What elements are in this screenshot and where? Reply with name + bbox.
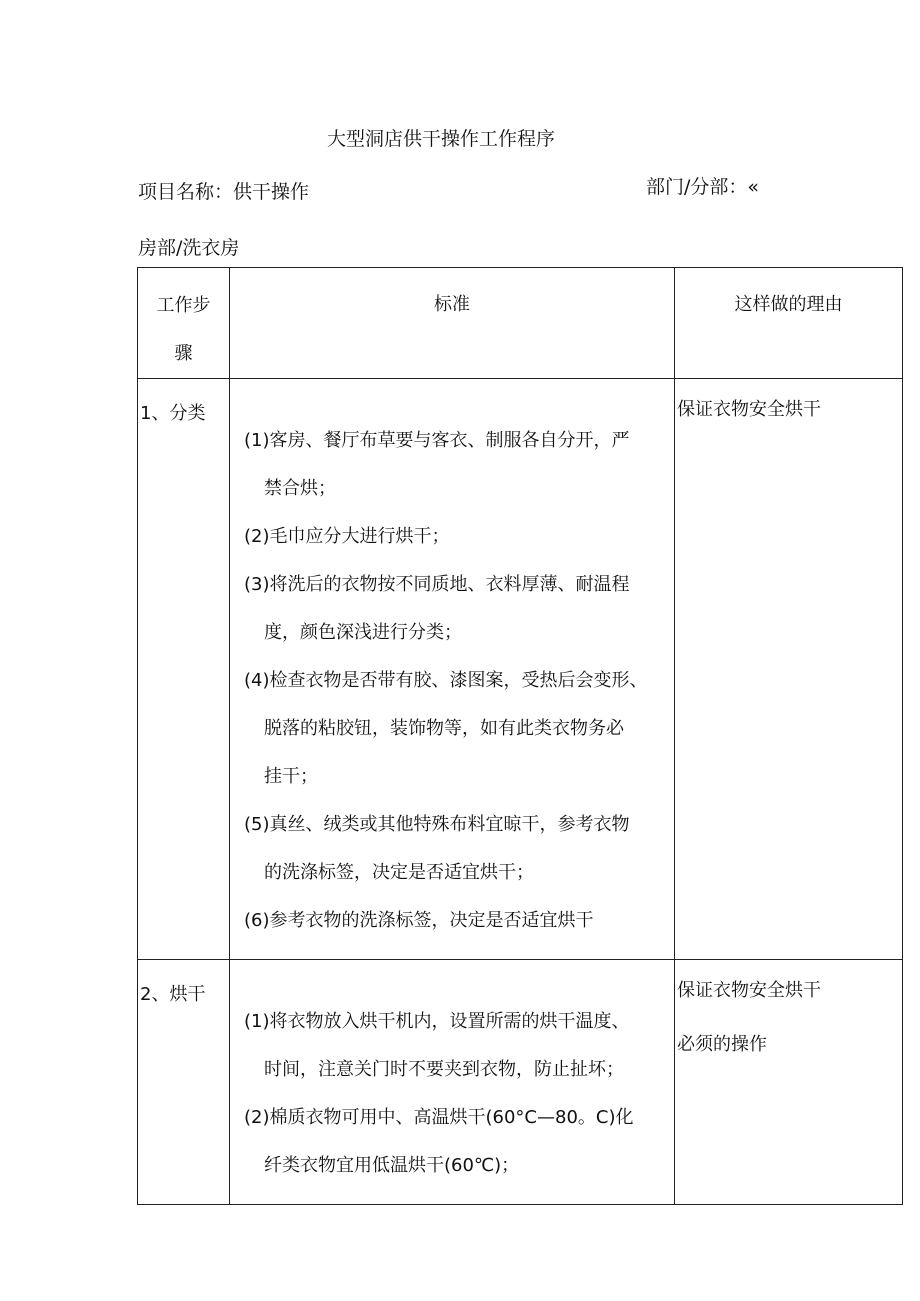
standard-cell [230,960,675,1205]
standard-item [244,897,672,945]
header-standard-text: 标准 [434,294,470,315]
standard-line: (1)客房、餐厅布草要与客衣、制服各自分开，严 [244,430,630,451]
standard-line: 度，颜色深浅进行分类； [264,622,462,643]
step-cell [138,379,230,960]
standard-line: 时间，注意关门时不要夹到衣物，防止扯坏； [264,1059,624,1080]
standard-line: (4)检查衣物是否带有胶、漆图案，受热后会变形、 [244,670,648,691]
standard-line: 纤类衣物宜用低温烘干(60℃)； [264,1155,520,1176]
standard-line: 禁合烘； [264,478,336,499]
standard-line: (1)将衣物放入烘干机内，设置所需的烘干温度、 [244,1011,630,1032]
standard-line: (5)真丝、绒类或其他特殊布料宜晾干，参考衣物 [244,814,630,835]
header-reason-text: 这样做的理由 [734,294,843,315]
standard-item [244,998,672,1094]
standard-line: (6)参考衣物的洗涤标签，决定是否适宜烘干 [244,910,594,931]
table-row [138,960,903,1205]
standard-line: 挂干； [264,766,318,787]
department-label: 部门/分部：« [646,176,760,198]
reason-cell [675,960,903,1205]
header-standard [230,268,675,379]
document-title: 大型洞店供干操作工作程序 [327,128,556,150]
reason-cell [675,379,903,960]
standard-line: (2)毛巾应分大进行烘干； [244,526,450,547]
standard-item [244,561,672,657]
step-cell [138,960,230,1205]
header-step [138,268,230,379]
standard-item [244,417,672,513]
table-row [138,379,903,960]
header-step-line2: 骤 [174,343,193,364]
standard-line: (2)棉质衣物可用中、高温烘干(60°C—80。C)化 [244,1107,634,1128]
header-step-line1: 工作步 [156,295,211,316]
standard-item [244,801,672,897]
standard-item [244,657,672,801]
standard-line: 脱落的粘胶钮，装饰物等，如有此类衣物务必 [264,718,624,739]
reason-line: 保证衣物安全烘干 [677,399,821,420]
standard-line: 的洗涤标签，决定是否适宜烘干； [264,862,534,883]
table-header-row [138,268,903,379]
step-label: 1、分类 [140,403,206,424]
department-value: 房部/洗衣房 [138,237,240,259]
standard-cell [230,379,675,960]
procedure-table [137,267,903,1205]
step-label: 2、烘干 [140,984,206,1005]
standard-item [244,513,672,561]
standard-item [244,1094,672,1190]
header-reason [675,268,903,379]
reason-line: 保证衣物安全烘干 [677,980,821,1001]
project-name-label: 项目名称：供干操作 [138,181,310,203]
standard-line: (3)将洗后的衣物按不同质地、衣料厚薄、耐温程 [244,574,630,595]
reason-line: 必须的操作 [677,1034,767,1055]
